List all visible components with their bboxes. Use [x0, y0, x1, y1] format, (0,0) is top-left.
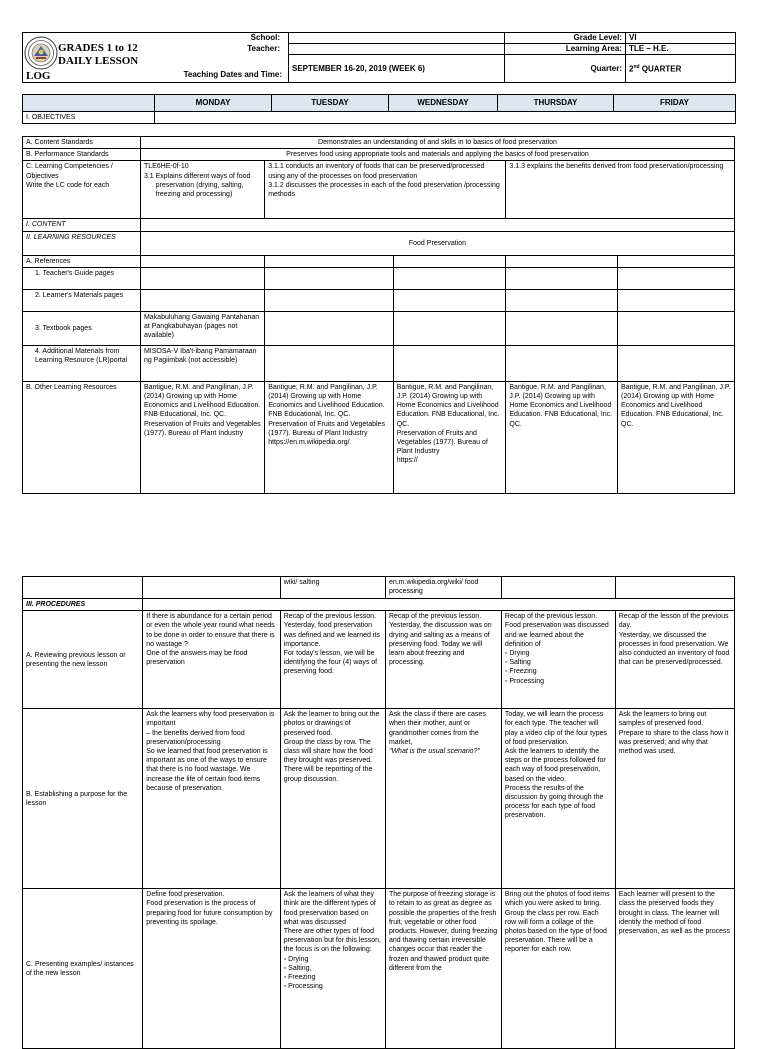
presenting-monday: Define food preservation. Food preservation is the process of preparing food for future consumption by preventing its spoilage.	[143, 889, 280, 1049]
title-line-2: DAILY LESSON	[58, 55, 139, 67]
performance-standards-value: Preserves food using appropriate tools and materials and applying the basics of food preservation	[140, 149, 734, 161]
review-thursday: Recap of the previous lesson. Food preservation was discussed and we learned about the definition of ▫ Drying ▫ Salting ▫ Freezing ▫ Processing	[501, 611, 615, 709]
additional-materials-monday: MISOSA-V Iba't-ibang Pamamaraan ng Pagiimbak (not accessible)	[140, 345, 264, 381]
content-label: I. CONTENT	[23, 219, 141, 231]
lesson-table-page2	[22, 576, 735, 1049]
purpose-wednesday: Ask the class if there are cases when their mother, aunt or grandmother comes from the market,	[388, 711, 486, 746]
grade-level-label: Grade Level:	[505, 33, 626, 44]
review-friday: Recap of the lesson of the previous day. Yesterday, we discussed the processes in food preservation. We also conducted an inventory of food that can be preserved/processed.	[615, 611, 734, 709]
competencies-label: C. Learning Competencies / Objectives Write the LC code for each	[23, 161, 141, 219]
objectives-label: I. OBJECTIVES	[23, 112, 155, 124]
additional-materials-label: 4. Additional Materials from Learning Resource (LR)portal	[23, 345, 141, 381]
purpose-tuesday: Ask the learner to bring out the photos or drawings of preserved food. Group the class by row. The class will share how the food they brought was preserved. There will be reporting of the group discussion.	[280, 709, 385, 889]
textbook-label: 3. Textbook pages	[23, 311, 141, 345]
performance-standards-label: B. Performance Standards	[23, 149, 141, 161]
dates-label: Teaching Dates and Time:	[183, 70, 282, 79]
school-label: School:	[250, 33, 280, 42]
competencies-thu-fri: 3.1.3 explains the benefits derived from food preservation/processing	[506, 161, 735, 219]
learning-area-label: Learning Area:	[505, 44, 626, 55]
content-standards-value: Demonstrates an understanding of and skills in to basics of food preservation	[140, 137, 734, 149]
presenting-tuesday: Ask the learners of what they think are the different types of food preservation based on what was discussed There are other types of food preservation but for this lesson, the focus is on the following: ▫ Drying ▫ Salting, ▫ Freezing ▫ Processing	[280, 889, 385, 1049]
cont-tuesday: wiki/ salting	[280, 577, 385, 599]
learning-area-value[interactable]: TLE – H.E.	[626, 44, 736, 55]
purpose-thursday: Today, we will learn the process for each type. The teacher will play a video clip of the four types of food preservation. Ask the learners to identify the steps or the process followed for each way of food preservation, based on the video. Process the results of the discussion by going through the process for each type of food preservation.	[501, 709, 615, 889]
day-monday: MONDAY	[155, 95, 272, 112]
dates-field[interactable]: SEPTEMBER 16-20, 2019 (WEEK 6)	[289, 55, 505, 83]
purpose-monday: Ask the learners why food preservation is important – the benefits derived from food preservation/processing So we learned that food preservation is important as one of the ways to ensure that there is no food wastage. We increase the life of certain food items because of preservation.	[143, 709, 280, 889]
competencies-monday: TLE6HE-0f-10 3.1 Explains different ways of food preservation (drying, salting, freezing and processing)	[140, 161, 264, 219]
cont-wednesday: en.m.wikipedia.org/wiki/ food processing	[385, 577, 501, 599]
grade-level-value[interactable]: VI	[626, 33, 736, 44]
header-table	[22, 32, 736, 83]
title-line-3: LOG	[26, 70, 51, 82]
competencies-tue-wed: 3.1.1 conducts an inventory of foods that can be preserved/processed using any of the processes on food preservation 3.1.2 discusses the processes in each of the food preservation /processing methods	[265, 161, 506, 219]
references-label: A. References	[23, 255, 141, 267]
presenting-friday: Each learner will present to the class the preserved foods they brought in class. The learner will identify the method of food preservation, as well as the process	[615, 889, 734, 1049]
title-line-1: GRADES 1 to 12	[58, 42, 138, 54]
quarter-label: Quarter:	[505, 55, 626, 83]
presenting-label: C. Presenting examples/ instances of the new lesson	[23, 889, 143, 1049]
day-wednesday: WEDNESDAY	[389, 95, 498, 112]
learning-resources-value: Food Preservation	[140, 231, 734, 255]
review-monday: If there is abundance for a certain period or even the whole year round what needs to be done in order to ensure that there is no wastage ? One of the answers may be food preservation	[143, 611, 280, 709]
purpose-wednesday-cell	[385, 709, 501, 889]
content-standards-label: A. Content Standards	[23, 137, 141, 149]
days-table	[22, 94, 736, 124]
review-wednesday: Recap of the previous lesson. Yesterday, the discussion was on drying and salting as a means of preserving food. Today we will learn about freezing and processing.	[385, 611, 501, 709]
review-tuesday: Recap of the previous lesson. Yesterday, food preservation was defined and we learned its importance. For today's lesson, we will be identifying the four (4) ways of preserving food.	[280, 611, 385, 709]
other-resources-thursday: Bantigue, R.M. and Pangilinan, J.P. (2014) Growing up with Home Economics and Livelihood Education. FNB Educational, Inc. QC.	[506, 381, 618, 493]
presenting-wednesday: The purpose of freezing storage is to retain to as great as degree as possible the properties of the fresh fruit, vegetable or other food products. However, during freezing and thawing certain irreversible changes occur that reader the frozen and thawed product quite different from the	[385, 889, 501, 1049]
day-thursday: THURSDAY	[498, 95, 614, 112]
teacher-label: Teacher:	[247, 44, 280, 53]
other-resources-friday: Bantigue, R.M. and Pangilinan, J.P. (2014) Growing up with Home Economics and Livelihood Education. FNB Educational, Inc. QC.	[618, 381, 735, 493]
purpose-friday: Ask the learners to bring out samples of preserved food. Prepare to share to the class how it was preserved; and why that method was used.	[615, 709, 734, 889]
presenting-thursday: Bring out the photos of food items which you were asked to bring. Group the class per row. Each row will form a collage of the photos based on the type of food preservation. There will be a reporter for each row.	[501, 889, 615, 1049]
day-friday: FRIDAY	[614, 95, 736, 112]
teachers-guide-label: 1. Teacher's Guide pages	[23, 267, 141, 289]
review-label: A. Reviewing previous lesson or presenting the new lesson	[23, 611, 143, 709]
purpose-wednesday-quote: "What is the usual scenario?"	[388, 748, 480, 756]
other-resources-label: B. Other Learning Resources	[23, 381, 141, 493]
quarter-value[interactable]: 2nd QUARTER	[626, 55, 736, 83]
day-tuesday: TUESDAY	[272, 95, 389, 112]
other-resources-tuesday: Bantigue, R.M. and Pangilinan, J.P. (2014) Growing up with Home Economics and Livelihood Education. FNB Educational, Inc. QC. Preservation of Fruits and Vegetables (1977). Bureau of Plant Industry https://en.m.wikipedia.org/	[265, 381, 393, 493]
school-field[interactable]	[289, 33, 505, 44]
teacher-field[interactable]	[289, 44, 505, 55]
other-resources-monday: Bantigue, R.M. and Pangilinan, J.P. (2014) Growing up with Home Economics and Livelihood Education. FNB Educational, Inc. QC. Preservation of Fruits and Vegetables (1977). Bureau of Plant Industry	[140, 381, 264, 493]
learning-resources-label: II. LEARNING RESOURCES	[23, 231, 141, 255]
textbook-monday: Makabuluhang Gawaing Pantahanan at Pangkabuhayan (pages not available)	[140, 311, 264, 345]
purpose-label: B. Establishing a purpose for the lesson	[23, 709, 143, 889]
procedures-label: III. PROCEDURES	[23, 599, 143, 611]
lesson-table-page1	[22, 136, 735, 494]
other-resources-wednesday: Bantigue, R.M. and Pangilinan, J.P. (2014) Growing up with Home Economics and Livelihood Education. FNB Educational, Inc. QC. Preservation of Fruits and Vegetables (1977). Bureau of Plant Industry https://	[393, 381, 506, 493]
learners-materials-label: 2. Learner's Materials pages	[23, 289, 141, 311]
